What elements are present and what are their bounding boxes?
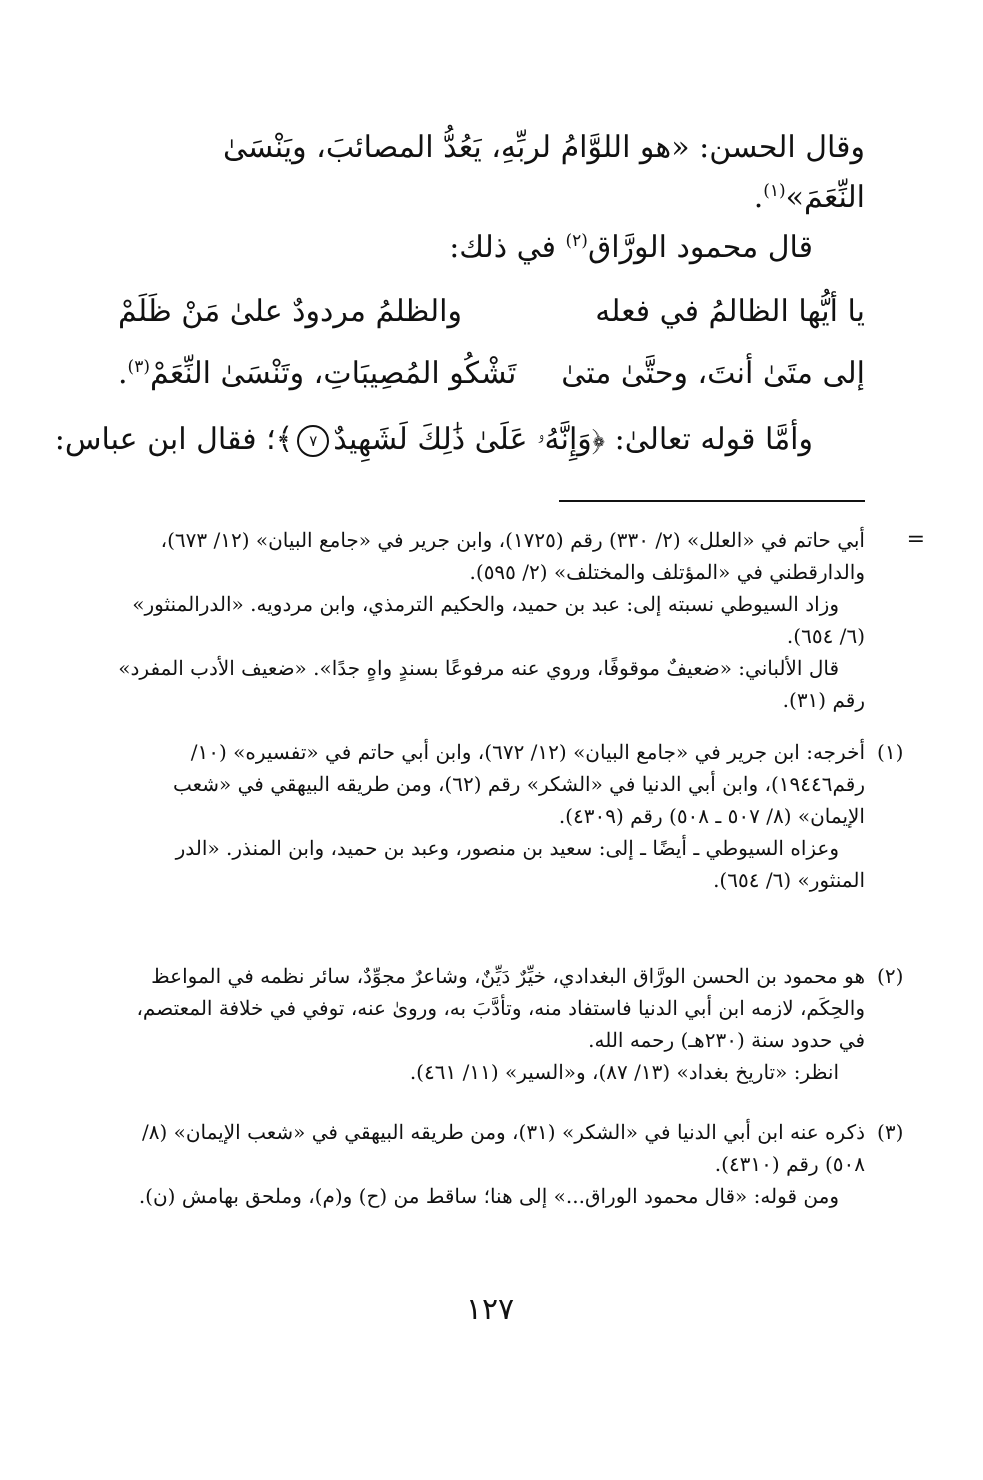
footnote-paragraph: أبي حاتم في «العلل» (٢/ ٣٣٠) رقم (١٧٢٥)، وابن جرير في «جامع البيان» (١٢/ ٦٧٣)، والدارقطني في «المؤتلف والمختلف» (٢/ ٥٩٥). bbox=[160, 528, 865, 584]
footnote-paragraph: ومن قوله: «قال محمود الوراق...» إلى هنا؛ ساقط من (ح) و(م)، وملحق بهامش (ن). bbox=[138, 1184, 839, 1208]
footnote-2 bbox=[105, 960, 904, 1088]
hasan-quote: وقال الحسن: «هو اللوَّامُ لربِّهِ، يَعُدُّ المصائبَ، ويَنْسَىٰ bbox=[222, 130, 865, 165]
warraq-intro-end: في ذلك: bbox=[449, 230, 556, 265]
quran-verse: وَإِنَّهُۥ عَلَىٰ ذَٰلِكَ لَشَهِيدٌ bbox=[333, 422, 592, 457]
warraq-intro: قال محمود الورَّاق bbox=[587, 230, 813, 265]
footnote-paragraph: وزاد السيوطي نسبته إلى: عبد بن حميد، والحكيم الترمذي، وابن مردويه. «الدرالمنثور» (٦/ ٦٥٤). bbox=[132, 592, 865, 648]
quran-close-brace: ﴾ bbox=[275, 422, 294, 457]
main-text-line-1 bbox=[223, 126, 865, 170]
footnote-separator bbox=[559, 500, 865, 502]
footnote-number: (١) bbox=[877, 740, 904, 764]
footnote-paragraph: هو محمود بن الحسن الورَّاق البغدادي، خيِّرٌ دَيِّنٌ، وشاعرٌ مجوِّدٌ، سائر نظمه في المواعظ والحِكَم، لازمه ابن أبي الدنيا فاستفاد منه، وتأدَّبَ به، وروىٰ عنه، توفي في خلافة المعتصم، في حدود سنة (٢٣٠هـ) رحمه الله. bbox=[136, 964, 865, 1052]
footnote-number: (٣) bbox=[877, 1120, 904, 1144]
ibn-abbas-intro: ؛ فقال ابن عباس: bbox=[54, 422, 276, 457]
verse-2-text: تَشْكُو المُصِيبَاتِ، وتَنْسَىٰ النِّعَمْ bbox=[149, 356, 517, 391]
quran-open-brace: ﴿ bbox=[591, 422, 606, 457]
footnote-1 bbox=[105, 736, 904, 896]
verse-2-first-hemistich: إلى متَىٰ أنتَ، وحتَّىٰ متىٰ bbox=[561, 356, 865, 391]
footnote-3 bbox=[105, 1116, 904, 1212]
quran-intro: وأمَّا قوله تعالىٰ: bbox=[614, 422, 813, 457]
footnote-ref-1: (١) bbox=[763, 181, 786, 201]
footnote-ref-3: (٣) bbox=[127, 357, 150, 377]
footnote-paragraph: قال الألباني: «ضعيفٌ موقوفًا، وروي عنه مرفوعًا بسندٍ واهٍ جدًا». «ضعيف الأدب المفرد» رقم (٣١). bbox=[118, 656, 865, 712]
main-text-line-4 bbox=[55, 418, 813, 462]
footnote-ref-2: (٢) bbox=[565, 231, 588, 251]
verse-1-second-hemistich: والظلمُ مردودٌ علىٰ مَنْ ظَلَمْ bbox=[118, 294, 462, 329]
period: . bbox=[753, 180, 764, 215]
footnote-paragraph: انظر: «تاريخ بغداد» (١٣/ ٨٧)، و«السير» (١١/ ٤٦١). bbox=[409, 1060, 839, 1084]
footnote-continuation bbox=[105, 524, 925, 716]
verse-2-second-hemistich bbox=[118, 352, 516, 396]
ayah-number-marker: ٧ bbox=[297, 425, 329, 457]
main-text-line-2 bbox=[754, 176, 865, 220]
footnote-number: (٢) bbox=[877, 964, 904, 988]
hasan-quote-end: النِّعَمَ» bbox=[785, 180, 865, 215]
main-text-line-3 bbox=[449, 226, 813, 270]
period: . bbox=[118, 356, 128, 391]
continuation-mark: = bbox=[906, 527, 925, 552]
footnote-paragraph: وعزاه السيوطي ـ أيضًا ـ إلى: سعيد بن منصور، وعبد بن حميد، وابن المنذر. «الدر المنثور» (٦/ ٦٥٤). bbox=[175, 836, 865, 892]
footnote-paragraph: ذكره عنه ابن أبي الدنيا في «الشكر» (٣١)، ومن طريقه البيهقي في «شعب الإيمان» (٨/ ٥٠٨) رقم (٤٣١٠). bbox=[141, 1120, 865, 1176]
page-number: ١٢٧ bbox=[465, 1292, 515, 1327]
verse-1-first-hemistich: يا أيُّها الظالمُ في فعله bbox=[595, 294, 865, 329]
footnote-paragraph: أخرجه: ابن جرير في «جامع البيان» (١٢/ ٦٧٢)، وابن أبي حاتم في «تفسيره» (١٠/ رقم١٩٤٤٦)، وابن أبي الدنيا في «الشكر» رقم (٦٢)، ومن طريقه البيهقي في «شعب الإيمان» (٨/ ٥٠٧ ـ ٥٠٨) رقم (٤٣٠٩). bbox=[173, 740, 865, 828]
